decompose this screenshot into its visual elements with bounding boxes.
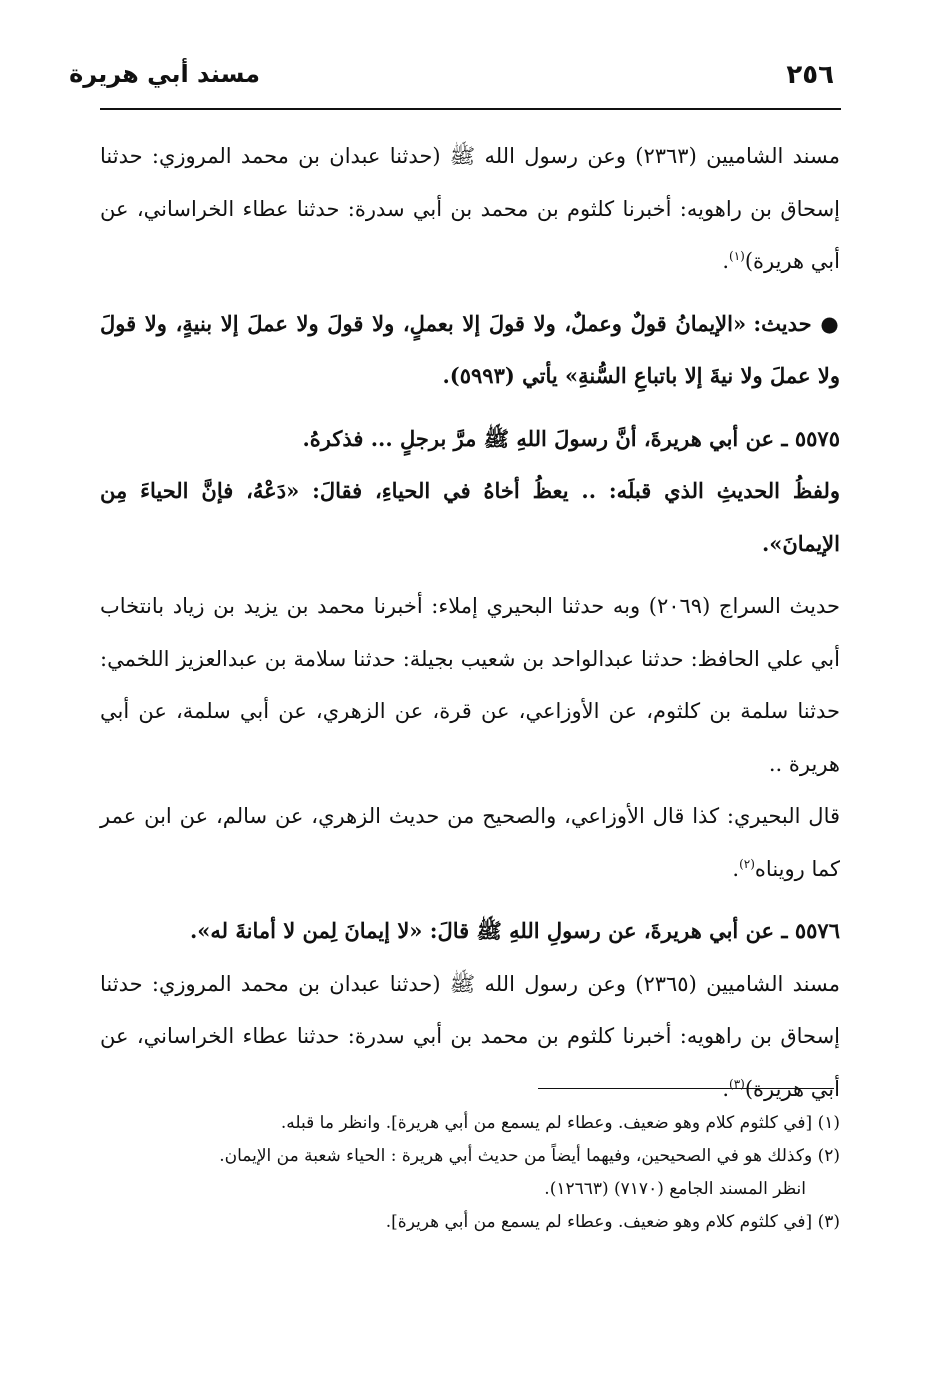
header-divider [100,108,841,110]
source-paragraph-3 [100,790,840,895]
source-paragraph-4 [100,958,840,1116]
source-paragraph-4-end: . [722,1076,730,1101]
footnote-ref-3: (٣) [729,1076,745,1091]
hadith-cross-reference [100,298,840,403]
footnotes [100,1107,840,1239]
bullet-icon: ● [820,310,841,336]
footnote-ref-1: (١) [729,249,745,263]
source-paragraph-3-end: . [732,856,740,881]
source-paragraph-3-text: قال البحيري: كذا قال الأوزاعي، والصحيح من حديث الزهري، عن سالم، عن ابن عمر كما رويناه [100,804,840,881]
page-number: ٢٥٦ [786,60,834,90]
source-paragraph-1-text: مسند الشاميين (٢٣٦٣) وعن رسول الله ﷺ (حدثنا عبدان بن محمد المروزي: حدثنا إسحاق بن راهويه: أخبرنا كلثوم بن محمد بن أبي سدرة: حدثنا عطاء الخراساني، عن أبي هريرة) [100,144,840,273]
running-header-title: مسند أبي هريرة [69,60,260,88]
footnote-divider [538,1088,834,1089]
main-text [100,130,840,1115]
hadith-5575-wording: ولفظُ الحديثِ الذي قبلَه: .. يعظُ أخاهُ في الحياءِ، فقالَ: «دَعْهُ، فإنَّ الحياءَ مِن الإيمانَ». [100,478,840,556]
source-paragraph-2: حديث السراج (٢٠٦٩) وبه حدثنا البحيري إملاء: أخبرنا محمد بن يزيد بن زياد بانتخاب أبي علي الحافظ: حدثنا عبدالواحد بن شعيب بجيلة: حدثنا سلامة بن عبدالعزيز اللخمي: حدثنا سلمة بن كلثوم، عن الأوزاعي، عن قرة، عن الزهري، عن أبي سلمة، عن أبي هريرة .. [100,594,840,776]
hadith-5575: ٥٥٧٥ ـ عن أبي هريرةَ، أنَّ رسولَ اللهِ ﷺ مرَّ برجلٍ ... فذكرهُ. [302,425,840,451]
footnote-2 [100,1140,840,1206]
footnote-2-continuation: انظر المسند الجامع (٧١٧٠) (١٢٦٦٣). [544,1179,806,1199]
footnote-ref-2: (٢) [739,856,755,871]
footnote-3-text: [في كلثوم كلام وهو ضعيف. وعطاء لم يسمع من أبي هريرة]. [385,1212,813,1232]
footnote-1-text: [في كلثوم كلام وهو ضعيف. وعطاء لم يسمع من أبي هريرة]. وانظر ما قبله. [280,1113,813,1133]
footnote-2-text: وكذلك هو في الصحيحين، وفيهما أيضاً من حديث أبي هريرة : الحياء شعبة من الإيمان. [219,1146,813,1166]
hadith-5576: ٥٥٧٦ ـ عن أبي هريرةَ، عن رسولِ اللهِ ﷺ قالَ: «لا إيمانَ لِمن لا أمانةَ له». [189,918,840,943]
footnote-1 [100,1107,840,1140]
footnote-3-number: (٣) [817,1212,840,1232]
source-paragraph-4-text: مسند الشاميين (٢٣٦٥) وعن رسول الله ﷺ (حدثنا عبدان بن محمد المروزي: حدثنا إسحاق بن راهويه: أخبرنا كلثوم بن محمد بن أبي سدرة: حدثنا عطاء الخراساني، عن أبي هريرة) [100,971,840,1101]
footnote-1-number: (١) [817,1113,840,1133]
footnote-2-number: (٢) [817,1146,840,1166]
source-paragraph-1-end: . [722,249,730,273]
hadith-cross-reference-text: حديث: «الإيمانُ قولٌ وعملٌ، ولا قولَ إلا بعملٍ، ولا قولَ ولا عملَ إلا بنيةٍ، ولا قولَ ولا عملَ ولا نيةَ إلا باتباعِ السُّنةِ» يأتي (٥٩٩٣). [100,310,840,388]
footnote-3 [100,1206,840,1239]
source-paragraph-1 [100,130,840,288]
